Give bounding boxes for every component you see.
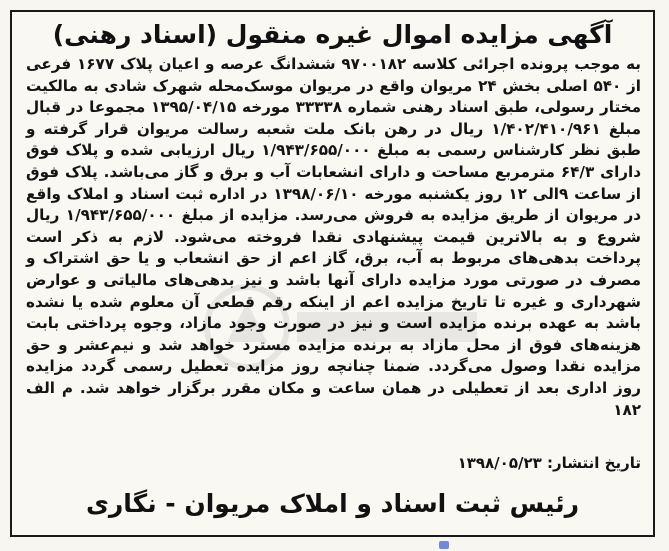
notice-signature: رئیس ثبت اسناد و املاک مریوان - نگاری <box>85 489 580 518</box>
notice-title: آگهی مزایده اموال غیره منقول (اسناد رهنی) <box>52 20 613 49</box>
notice-body: به موجب پرونده اجرائی کلاسه ۹۷۰۰۱۸۲ ششدانگ عرصه و اعیان پلاک ۱۶۷۷ فرعی از ۵۴۰ اصلی بخش ۲۴ مریوان واقع در مریوان موسک‌محله شهرک شادی به مالکیت مختار رسولی، طبق اسناد رهنی شماره ۳۳۳۳۸ مورخه ۱۳۹۵/۰۴/۱۵ مجموعا در قبال مبلغ ۱/۴۰۲/۴۱۰/۹۶۱ ریال در رهن بانک ملت شعبه رسالت مریوان قرار گرفته و طبق نظر کارشناس رسمی به مبلغ ۱/۹۴۳/۶۵۵/۰۰۰ ریال ارزیابی شده و پلاک فوق دارای ۶۴/۳ مترمربع مساحت و دارای انشعابات آب و برق و گاز می‌باشد. پلاک فوق از ساعت ۹الی ۱۲ روز یکشنبه مورخه ۱۳۹۸/۰۶/۱۰ در اداره ثبت اسناد و املاک واقع در مریوان از طریق مزایده به فروش می‌رسد. مزایده از مبلغ ۱/۹۴۳/۶۵۵/۰۰۰ ریال شروع و به بالاترین قیمت پیشنهادی نقدا فروخته می‌شود. لازم به ذکر است پرداخت بدهی‌های مربوط به آب، برق، گاز اعم از حق انشعاب و یا حق اشتراک و مصرف در صورتی مورد مزایده دارای آنها باشد و نیز بدهی‌های مالیاتی و عوارض شهرداری و غیره تا تاریخ مزایده اعم از اینکه رقم قطعی آن معلوم شده یا نشده باشد به عهده برنده مزایده است و نیز در صورت وجود مازاد، وجوه پرداختی بابت هزینه‌های فوق از محل مازاد به برنده مزایده مسترد خواهد شد و نیم‌عشر و حق مزایده نقدا وصول می‌گردد. ضمنا چنانچه روز مزایده تعطیل رسمی گردد مزایده روز اداری بعد از تعطیلی در همان ساعت و مکان مقرر برگزار خواهد شد. م الف ۱۸۲ <box>26 55 642 419</box>
publish-date-line <box>458 453 641 473</box>
notice-frame <box>10 10 655 537</box>
publish-date-value: ۱۳۹۸/۰۵/۲۳ <box>457 454 542 472</box>
blue-mark-icon <box>439 541 449 549</box>
publish-date-label: تاریخ انتشار: <box>547 454 641 472</box>
